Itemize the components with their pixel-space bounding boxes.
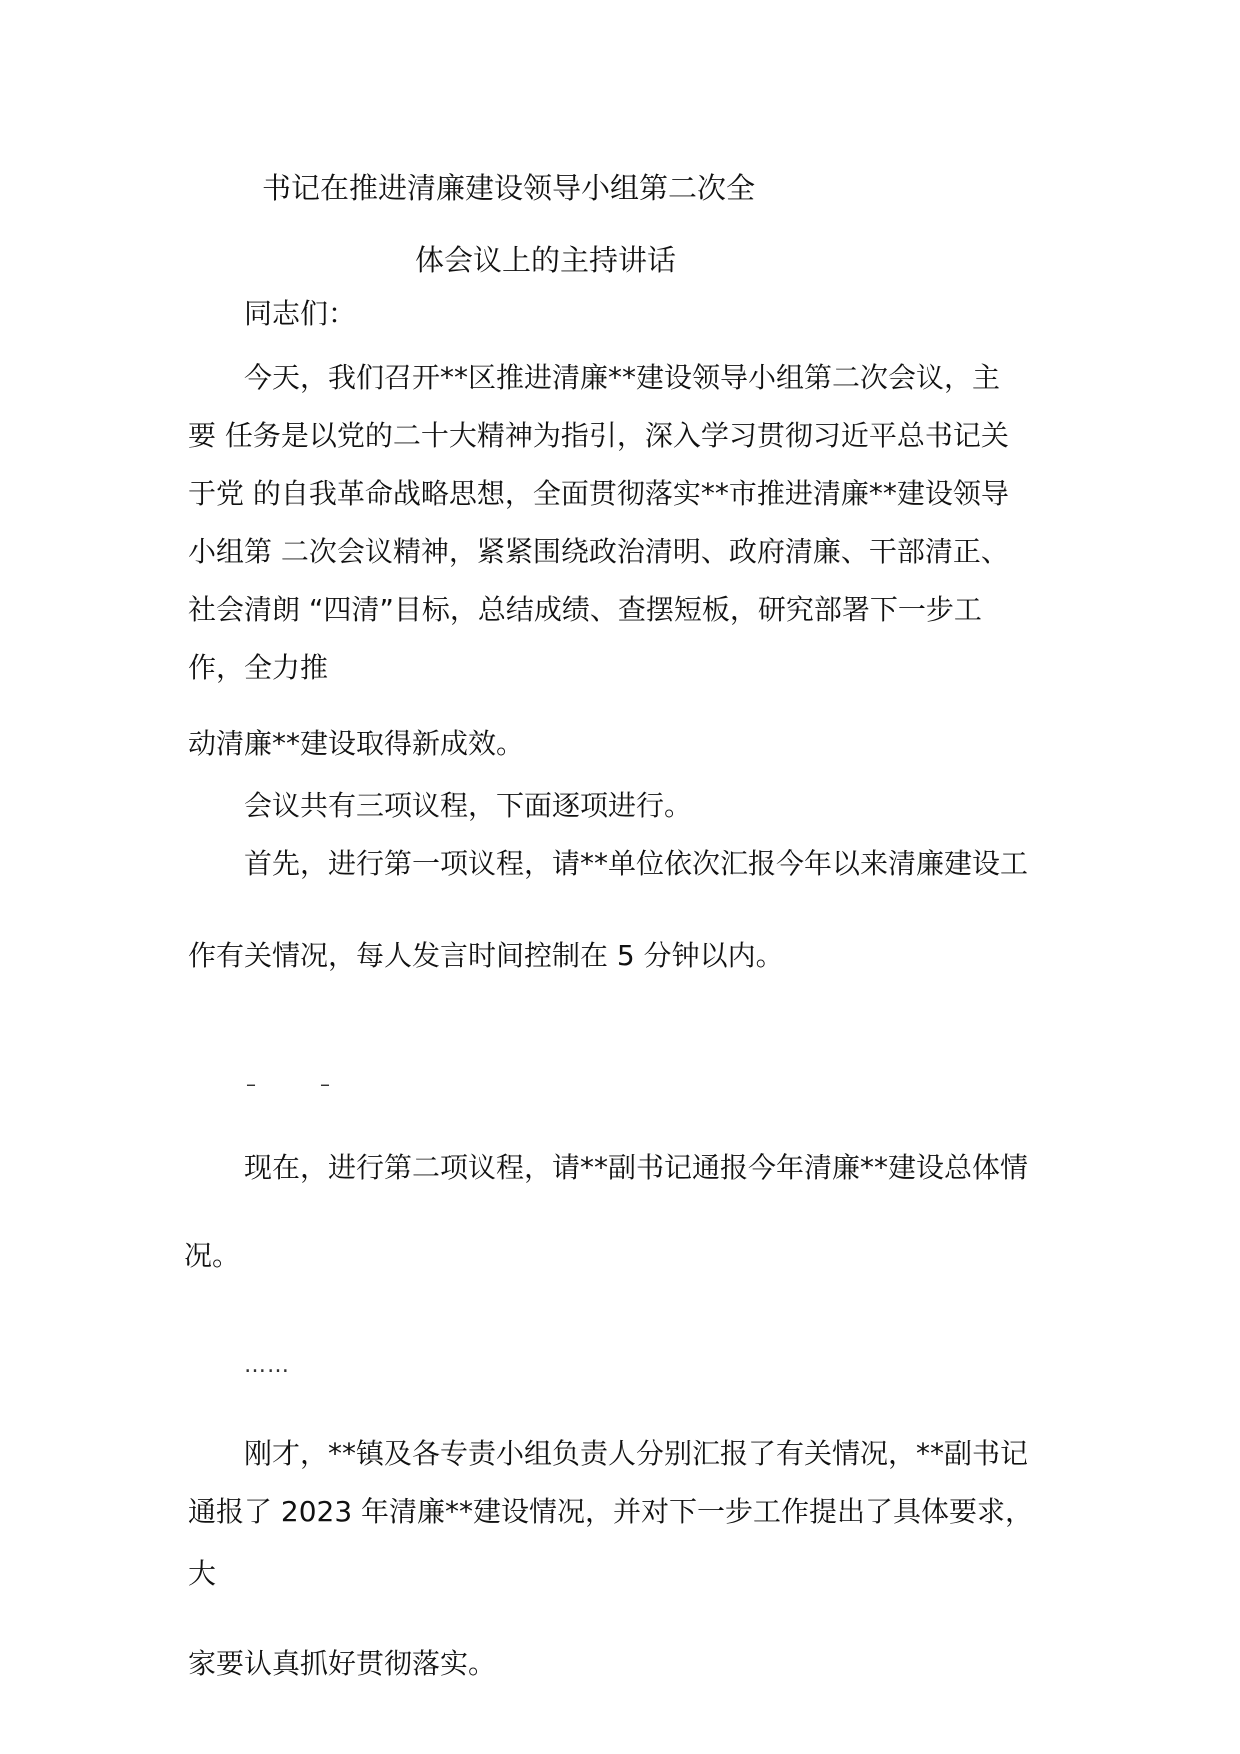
paragraph-1-line-7: 动清廉**建设取得新成效。 — [188, 727, 525, 760]
paragraph-3-line-1: 首先，进行第一项议程，请**单位依次汇报今年以来清廉建设工 — [244, 847, 1029, 880]
paragraph-1-line-6: 作，全力推 — [188, 651, 329, 684]
paragraph-5-line-3: 大 — [188, 1557, 217, 1590]
paragraph-5-line-2: 通报了 2023 年清廉**建设情况，并对下一步工作提出了具体要求， — [188, 1495, 1034, 1528]
title-line-2: 体会议上的主持讲话 — [415, 243, 677, 277]
dash-mark-2: – — [320, 1072, 330, 1096]
paragraph-1-line-5: 社会清朗 “四清”目标，总结成绩、查摆短板，研究部署下一步工 — [188, 593, 982, 626]
paragraph-3-line-2: 作有关情况，每人发言时间控制在 5 分钟以内。 — [188, 939, 784, 972]
paragraph-1-line-3: 于党 的自我革命战略思想，全面贯彻落实**市推进清廉**建设领导 — [188, 477, 1009, 510]
paragraph-5-line-4: 家要认真抓好贯彻落实。 — [188, 1647, 497, 1680]
paragraph-2: 会议共有三项议程，下面逐项进行。 — [244, 789, 693, 822]
paragraph-1-line-2: 要 任务是以党的二十大精神为指引，深入学习贯彻习近平总书记关 — [188, 419, 1009, 452]
ellipsis: …… — [244, 1353, 290, 1378]
salutation: 同志们： — [244, 297, 357, 330]
title-line-1: 书记在推进清廉建设领导小组第二次全 — [262, 171, 756, 205]
paragraph-4-line-2: 况。 — [184, 1239, 241, 1272]
paragraph-4-line-1: 现在，进行第二项议程，请**副书记通报今年清廉**建设总体情 — [244, 1151, 1029, 1184]
paragraph-5-line-1: 刚才，**镇及各专责小组负责人分别汇报了有关情况，**副书记 — [244, 1437, 1029, 1470]
dash-mark-1: – — [246, 1072, 256, 1096]
paragraph-1-line-1: 今天，我们召开**区推进清廉**建设领导小组第二次会议，主 — [244, 361, 1001, 394]
paragraph-1-line-4: 小组第 二次会议精神，紧紧围绕政治清明、政府清廉、干部清正、 — [188, 535, 1009, 568]
